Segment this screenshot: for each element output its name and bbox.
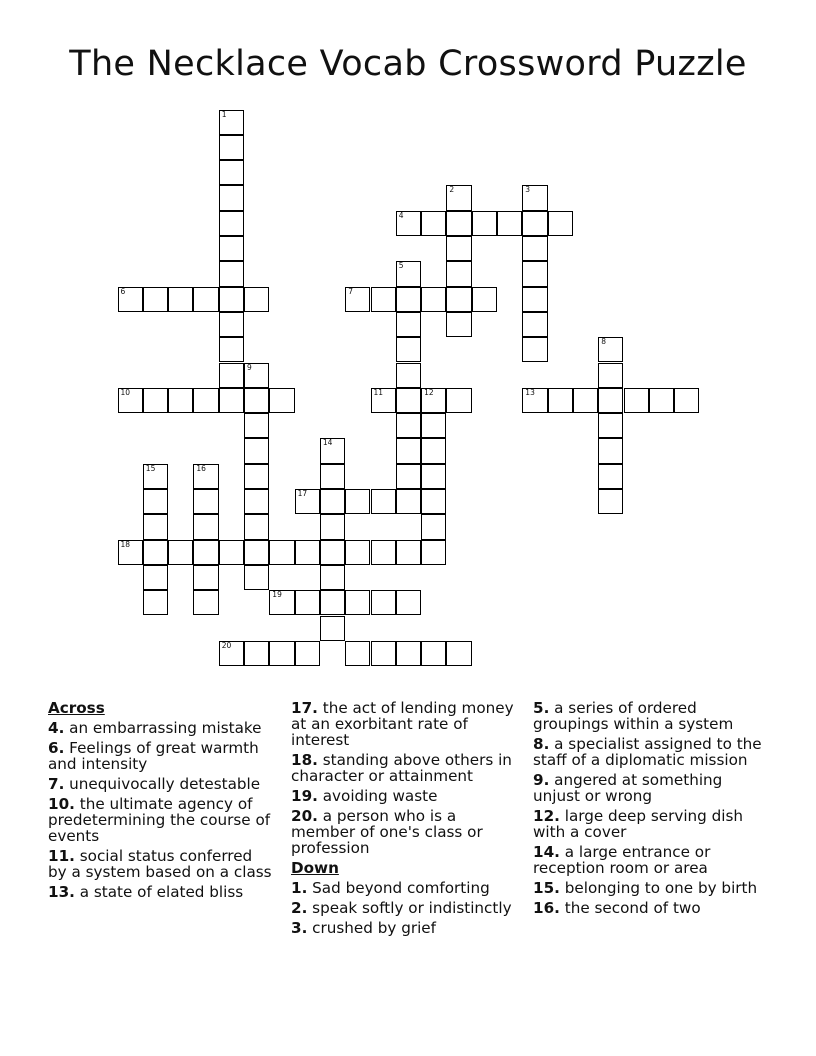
grid-cell[interactable]: [522, 337, 547, 362]
grid-cell[interactable]: [446, 641, 471, 666]
grid-cell[interactable]: [522, 388, 547, 413]
clue-item: [291, 808, 523, 856]
grid-cell[interactable]: [219, 261, 244, 286]
clue-number: 15: [145, 463, 156, 473]
grid-cell[interactable]: [219, 160, 244, 185]
grid-cell[interactable]: [219, 236, 244, 261]
grid-cell[interactable]: [396, 489, 421, 514]
clue-item: [291, 920, 523, 936]
grid-cell[interactable]: [295, 590, 320, 615]
grid-cell[interactable]: [598, 337, 623, 362]
grid-cell[interactable]: [396, 590, 421, 615]
grid-cell[interactable]: [396, 438, 421, 463]
clue-item: [533, 900, 765, 916]
grid-cell[interactable]: [598, 489, 623, 514]
clue-text: Sad beyond comforting: [307, 879, 490, 897]
grid-cell[interactable]: [472, 287, 497, 312]
clue-item: [48, 740, 274, 772]
grid-cell[interactable]: [345, 590, 370, 615]
grid-cell[interactable]: [624, 388, 649, 413]
clue-number: 9.: [533, 771, 550, 789]
grid-cell[interactable]: [345, 540, 370, 565]
clue-text: the act of lending money at an exorbitant rate of interest: [291, 699, 514, 749]
clue-text: a specialist assigned to the staff of a diplomatic mission: [533, 735, 762, 769]
grid-cell[interactable]: [320, 590, 345, 615]
grid-cell[interactable]: [598, 363, 623, 388]
clue-item: [48, 848, 274, 880]
grid-cell[interactable]: [598, 464, 623, 489]
grid-cell[interactable]: [118, 388, 143, 413]
clue-number: 8.: [533, 735, 550, 753]
across-heading: Across: [48, 699, 105, 717]
grid-cell[interactable]: [244, 287, 269, 312]
grid-cell[interactable]: [446, 261, 471, 286]
grid-cell[interactable]: [371, 590, 396, 615]
clue-item: [533, 844, 765, 876]
clue-item: [291, 788, 523, 804]
grid-cell[interactable]: [193, 464, 218, 489]
clue-number: 15.: [533, 879, 560, 897]
grid-cell[interactable]: [168, 287, 193, 312]
grid-cell[interactable]: [143, 565, 168, 590]
clue-item: [291, 700, 523, 748]
clue-item: [533, 808, 765, 840]
grid-cell[interactable]: [244, 388, 269, 413]
grid-cell[interactable]: [244, 413, 269, 438]
grid-cell[interactable]: [421, 438, 446, 463]
clue-item: [48, 884, 274, 900]
clue-number: 10: [120, 387, 131, 397]
clue-number: 3: [525, 185, 531, 195]
clue-number: 10.: [48, 795, 75, 813]
clue-item: [533, 700, 765, 732]
grid-cell[interactable]: [371, 489, 396, 514]
clue-text: a person who is a member of one's class or profession: [291, 807, 483, 857]
clue-number: 18.: [291, 751, 318, 769]
grid-cell[interactable]: [219, 287, 244, 312]
grid-cell[interactable]: [446, 388, 471, 413]
grid-cell[interactable]: [320, 565, 345, 590]
grid-cell[interactable]: [396, 337, 421, 362]
grid-cell[interactable]: [143, 489, 168, 514]
clue-number: 6.: [48, 739, 65, 757]
clue-text: a large entrance or reception room or area: [533, 843, 711, 877]
grid-cell[interactable]: [320, 438, 345, 463]
clue-number: 19: [272, 590, 282, 600]
clue-item: [533, 736, 765, 768]
grid-cell[interactable]: [320, 540, 345, 565]
grid-cell[interactable]: [244, 514, 269, 539]
clue-text: large deep serving dish with a cover: [533, 807, 744, 841]
clue-number: 9: [247, 362, 252, 372]
grid-cell[interactable]: [396, 312, 421, 337]
grid-cell[interactable]: [421, 388, 446, 413]
clue-text: belonging to one by birth: [559, 879, 758, 897]
clue-number: 2.: [291, 899, 308, 917]
puzzle-title: The Necklace Vocab Crossword Puzzle: [69, 44, 747, 84]
clue-item: [533, 772, 765, 804]
grid-cell[interactable]: [193, 287, 218, 312]
grid-cell[interactable]: [143, 590, 168, 615]
grid-cell[interactable]: [193, 514, 218, 539]
grid-cell[interactable]: [219, 312, 244, 337]
grid-cell[interactable]: [371, 287, 396, 312]
grid-cell[interactable]: [269, 540, 294, 565]
clue-number: 14.: [533, 843, 560, 861]
clue-number: 12: [424, 387, 434, 397]
clue-text: angered at something unjust or wrong: [533, 771, 723, 805]
grid-cell[interactable]: [472, 211, 497, 236]
clue-number: 8: [601, 337, 606, 347]
clue-text: crushed by grief: [307, 919, 436, 937]
clue-item: [291, 880, 523, 896]
grid-cell[interactable]: [269, 590, 294, 615]
grid-cell[interactable]: [143, 388, 168, 413]
grid-cell[interactable]: [497, 211, 522, 236]
clue-number: 11.: [48, 847, 75, 865]
clue-text: the second of two: [559, 899, 701, 917]
grid-cell[interactable]: [219, 540, 244, 565]
grid-cell[interactable]: [295, 489, 320, 514]
clue-text: an embarrassing mistake: [64, 719, 262, 737]
grid-cell[interactable]: [396, 261, 421, 286]
grid-cell[interactable]: [320, 616, 345, 641]
clue-text: speak softly or indistinctly: [307, 899, 512, 917]
grid-cell[interactable]: [371, 641, 396, 666]
clue-number: 20.: [291, 807, 318, 825]
grid-cell[interactable]: [421, 287, 446, 312]
clue-number: 5.: [533, 699, 550, 717]
grid-cell[interactable]: [345, 287, 370, 312]
grid-cell[interactable]: [396, 641, 421, 666]
grid-cell[interactable]: [573, 388, 598, 413]
grid-cell[interactable]: [295, 540, 320, 565]
clue-number: 7.: [48, 775, 65, 793]
clue-text: unequivocally detestable: [64, 775, 261, 793]
grid-cell[interactable]: [421, 489, 446, 514]
grid-cell[interactable]: [244, 641, 269, 666]
grid-cell[interactable]: [118, 540, 143, 565]
grid-cell[interactable]: [396, 413, 421, 438]
clue-number: 1.: [291, 879, 308, 897]
grid-cell[interactable]: [143, 514, 168, 539]
grid-cell[interactable]: [548, 211, 573, 236]
grid-cell[interactable]: [522, 287, 547, 312]
grid-cell[interactable]: [522, 261, 547, 286]
grid-cell[interactable]: [244, 489, 269, 514]
grid-cell[interactable]: [244, 540, 269, 565]
grid-cell[interactable]: [371, 540, 396, 565]
grid-cell[interactable]: [421, 641, 446, 666]
grid-cell[interactable]: [598, 438, 623, 463]
clue-text: avoiding waste: [317, 787, 438, 805]
clue-text: a state of elated bliss: [74, 883, 244, 901]
grid-cell[interactable]: [396, 211, 421, 236]
grid-cell[interactable]: [269, 641, 294, 666]
grid-cell[interactable]: [548, 388, 573, 413]
clue-text: social status conferred by a system based on a class: [48, 847, 272, 881]
clue-number: 11: [373, 387, 384, 397]
clue-number: 3.: [291, 919, 308, 937]
clue-number: 4.: [48, 719, 65, 737]
grid-cell[interactable]: [421, 413, 446, 438]
grid-cell[interactable]: [522, 185, 547, 210]
grid-cell[interactable]: [269, 388, 294, 413]
grid-cell[interactable]: [244, 438, 269, 463]
grid-cell[interactable]: [219, 185, 244, 210]
clue-number: 20: [221, 640, 232, 650]
clue-item: [533, 880, 765, 896]
grid-cell[interactable]: [219, 388, 244, 413]
clue-number: 1: [221, 109, 227, 119]
clue-number: 13: [525, 387, 535, 397]
grid-cell[interactable]: [193, 540, 218, 565]
grid-cell[interactable]: [320, 514, 345, 539]
clue-number: 6: [120, 286, 126, 296]
clue-text: standing above others in character or attainment: [291, 751, 512, 785]
grid-cell[interactable]: [396, 464, 421, 489]
grid-cell[interactable]: [421, 540, 446, 565]
grid-cell[interactable]: [244, 363, 269, 388]
grid-cell[interactable]: [396, 388, 421, 413]
clues-column-1: [48, 700, 274, 904]
grid-cell[interactable]: [371, 388, 396, 413]
clue-item: [291, 752, 523, 784]
clue-item: [48, 796, 274, 844]
grid-cell[interactable]: [193, 388, 218, 413]
grid-cell[interactable]: [522, 211, 547, 236]
clue-number: 5: [398, 261, 404, 271]
grid-cell[interactable]: [396, 540, 421, 565]
grid-cell[interactable]: [143, 540, 168, 565]
grid-cell[interactable]: [598, 388, 623, 413]
grid-cell[interactable]: [446, 287, 471, 312]
clue-number: 4: [398, 210, 404, 220]
clue-number: 2: [449, 185, 455, 195]
grid-cell[interactable]: [118, 287, 143, 312]
clue-text: Feelings of great warmth and intensity: [48, 739, 259, 773]
grid-cell[interactable]: [674, 388, 699, 413]
clue-number: 13.: [48, 883, 75, 901]
grid-cell[interactable]: [421, 514, 446, 539]
grid-cell[interactable]: [143, 287, 168, 312]
clues-column-3: [533, 700, 765, 920]
grid-cell[interactable]: [295, 641, 320, 666]
down-heading: Down: [291, 859, 339, 877]
grid-cell[interactable]: [598, 413, 623, 438]
grid-cell[interactable]: [219, 641, 244, 666]
grid-cell[interactable]: [320, 489, 345, 514]
clue-number: 16: [196, 463, 206, 473]
grid-cell[interactable]: [193, 489, 218, 514]
clue-number: 12.: [533, 807, 560, 825]
grid-cell[interactable]: [244, 464, 269, 489]
grid-cell[interactable]: [396, 363, 421, 388]
clue-number: 14: [322, 438, 333, 448]
grid-cell[interactable]: [244, 565, 269, 590]
grid-cell[interactable]: [219, 110, 244, 135]
grid-cell[interactable]: [320, 464, 345, 489]
grid-cell[interactable]: [219, 363, 244, 388]
grid-cell[interactable]: [446, 211, 471, 236]
grid-cell[interactable]: [345, 641, 370, 666]
clue-item: [48, 776, 274, 792]
grid-cell[interactable]: [168, 388, 193, 413]
clue-text: a series of ordered groupings within a system: [533, 699, 734, 733]
clue-item: [48, 720, 274, 736]
clue-number: 17: [297, 489, 308, 498]
grid-cell[interactable]: [219, 337, 244, 362]
grid-cell[interactable]: [446, 236, 471, 261]
grid-cell[interactable]: [421, 464, 446, 489]
grid-cell[interactable]: [522, 236, 547, 261]
clue-number: 16.: [533, 899, 560, 917]
grid-cell[interactable]: [168, 540, 193, 565]
grid-cell[interactable]: [396, 287, 421, 312]
grid-cell[interactable]: [143, 464, 168, 489]
clue-number: 18: [120, 539, 131, 549]
grid-cell[interactable]: [446, 185, 471, 210]
grid-cell[interactable]: [219, 211, 244, 236]
grid-cell[interactable]: [421, 211, 446, 236]
clue-number: 7: [348, 286, 353, 296]
grid-cell[interactable]: [446, 312, 471, 337]
grid-cell[interactable]: [193, 590, 218, 615]
clue-item: [291, 900, 523, 916]
grid-cell[interactable]: [219, 135, 244, 160]
clues-column-2: [291, 700, 523, 940]
clue-text: the ultimate agency of predetermining the course of events: [48, 795, 271, 845]
clue-number: 19.: [291, 787, 318, 805]
grid-cell[interactable]: [193, 565, 218, 590]
grid-cell[interactable]: [649, 388, 674, 413]
clue-number: 17.: [291, 699, 318, 717]
grid-cell[interactable]: [345, 489, 370, 514]
grid-cell[interactable]: [522, 312, 547, 337]
